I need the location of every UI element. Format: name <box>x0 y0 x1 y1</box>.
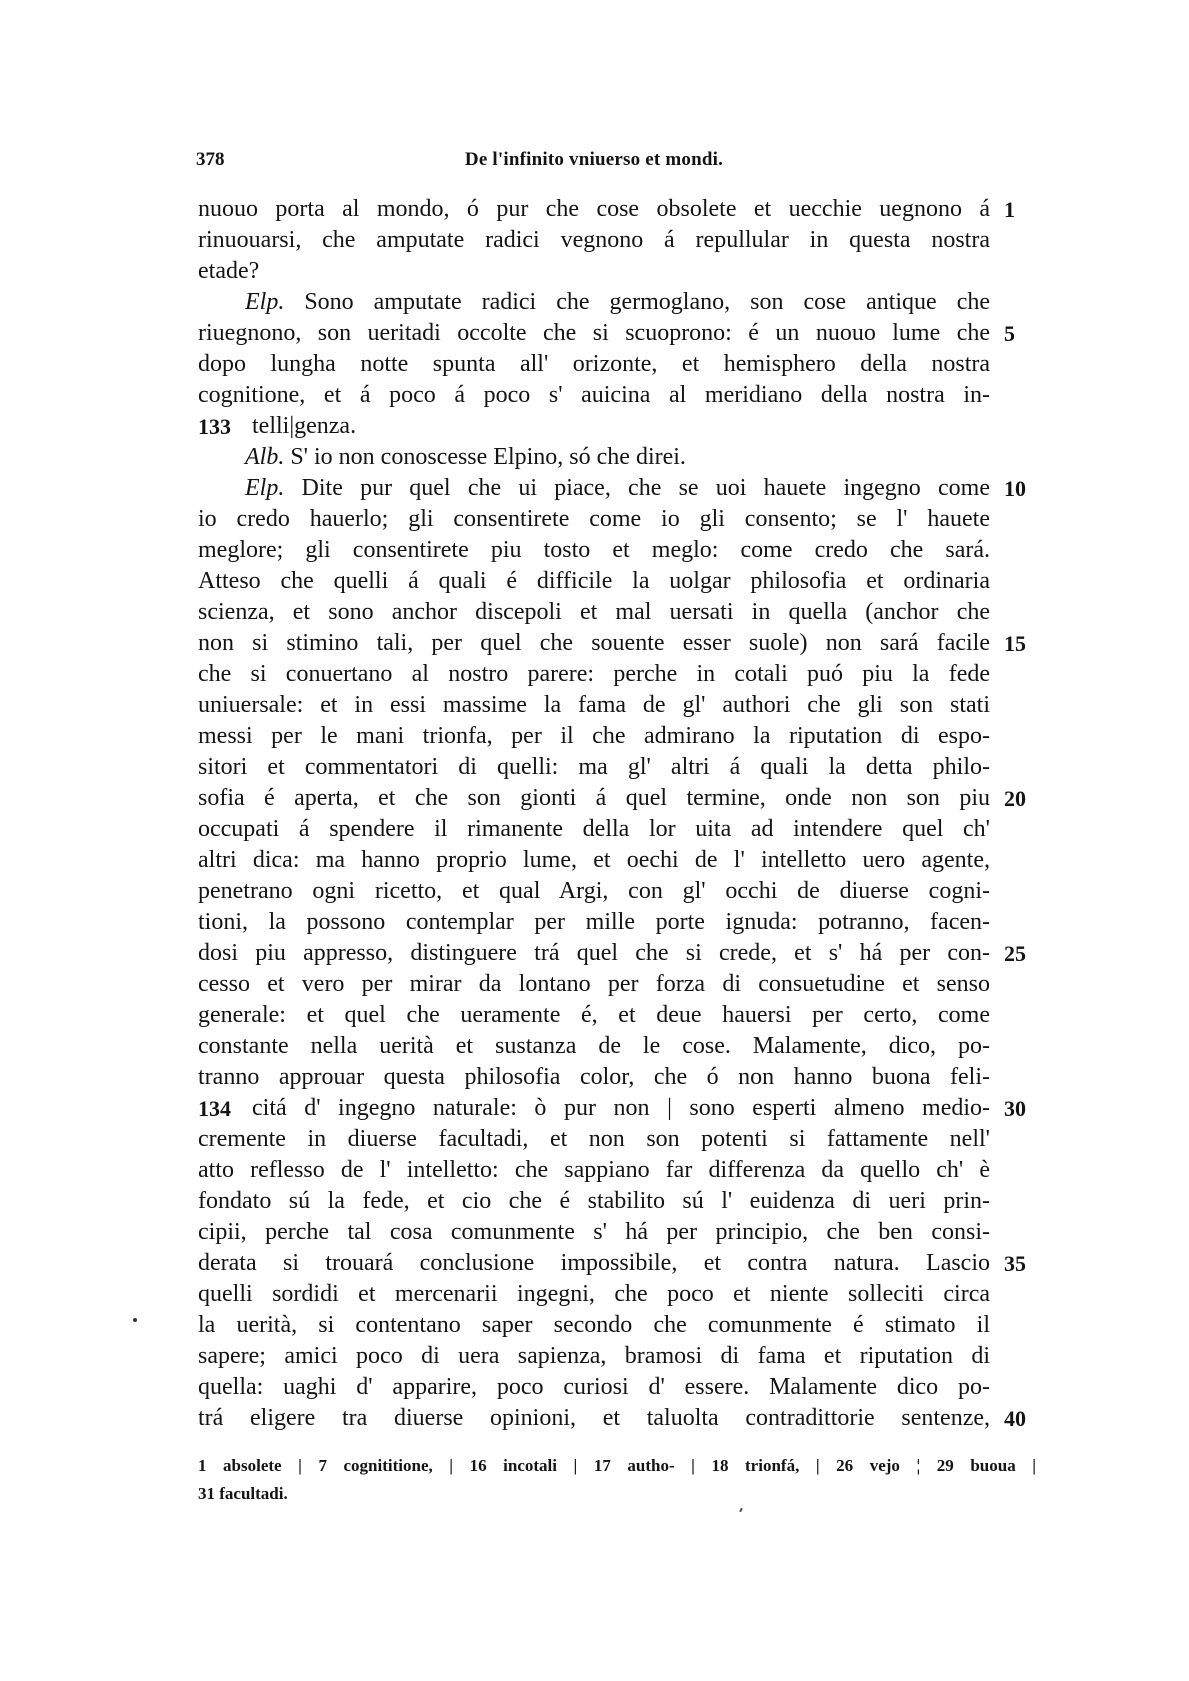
line-text <box>198 535 990 566</box>
margin-page-reference: 134 <box>198 1096 231 1121</box>
line-text <box>198 628 990 659</box>
line-content: sapere; amici poco di uera sapienza, bramosi di fama et riputation di <box>198 1343 990 1369</box>
line-text <box>198 1124 990 1155</box>
line-content: messi per le mani trionfa, per il che admirano la riputation di espo- <box>198 723 990 749</box>
footnote-line: 1 absolete | 7 cognititione, | 16 incotali | 17 autho- | 18 trionfá, | 26 vejo ¦ 29 buoua | <box>198 1456 1036 1475</box>
line-text <box>198 1372 990 1403</box>
text-line <box>0 535 1189 566</box>
line-content: tranno approuar questa philosofia color, che ó non hanno buona feli- <box>198 1064 990 1090</box>
text-line <box>0 1093 1189 1124</box>
text-line <box>0 721 1189 752</box>
text-line <box>0 628 1189 659</box>
line-number: 15 <box>1004 631 1026 656</box>
line-content: dosi piu appresso, distinguere trá quel che si crede, et s' há per con- <box>198 940 990 966</box>
line-text <box>245 287 990 318</box>
line-content: atto reflesso de l' intelletto: che sappiano far differenza da quello ch' è <box>198 1157 990 1183</box>
line-content: cremente in diuerse facultadi, et non son potenti si fattamente nell' <box>198 1126 990 1152</box>
text-line <box>0 1186 1189 1217</box>
line-text <box>198 1310 990 1341</box>
text-line <box>0 1217 1189 1248</box>
text-line <box>0 845 1189 876</box>
line-content: riuegnono, son ueritadi occolte che si scuoprono: é un nuouo lume che <box>198 320 990 346</box>
line-content: altri dica: ma hanno proprio lume, et oechi de l' intelletto uero agente, <box>198 847 990 873</box>
line-number: 30 <box>1004 1096 1026 1121</box>
text-line <box>0 1403 1189 1434</box>
line-number: 1 <box>1004 197 1015 222</box>
line-content: Sono amputate radici che germoglano, son cose antique che <box>304 289 990 315</box>
line-content: quelli sordidi et mercenarii ingegni, che poco et niente solleciti circa <box>198 1281 990 1307</box>
line-text <box>198 1000 990 1031</box>
line-text <box>198 690 990 721</box>
text-line <box>0 287 1189 318</box>
text-line <box>0 597 1189 628</box>
text-line <box>0 1062 1189 1093</box>
text-line <box>0 1248 1189 1279</box>
text-line <box>0 1372 1189 1403</box>
text-line <box>0 1124 1189 1155</box>
text-line <box>0 504 1189 535</box>
line-text <box>198 814 990 845</box>
line-content: occupati á spendere il rimanente della lor uita ad intendere quel ch' <box>198 816 990 842</box>
text-line <box>0 225 1189 256</box>
line-content: dopo lungha notte spunta all' orizonte, et hemisphero della nostra <box>198 351 990 377</box>
text-line <box>0 1341 1189 1372</box>
line-number: 5 <box>1004 321 1015 346</box>
line-content: Atteso che quelli á quali é difficile la uolgar philosofia et ordinaria <box>198 568 990 594</box>
text-line <box>0 473 1189 504</box>
text-line <box>0 1155 1189 1186</box>
line-text <box>198 783 990 814</box>
line-text <box>198 1248 990 1279</box>
line-content: Dite pur quel che ui piace, che se uoi hauete ingegno come <box>301 475 990 501</box>
line-text <box>252 1093 990 1124</box>
text-line <box>0 814 1189 845</box>
text-line <box>0 411 1189 442</box>
text-line <box>0 318 1189 349</box>
line-text <box>198 752 990 783</box>
text-line <box>0 1000 1189 1031</box>
line-content: penetrano ogni ricetto, et qual Argi, con gl' occhi de diuerse cogni- <box>198 878 990 904</box>
footnote-line: 31 facultadi. <box>198 1484 288 1503</box>
line-text <box>198 876 990 907</box>
line-content: nuouo porta al mondo, ó pur che cose obsolete et uecchie uegnono á <box>198 196 990 222</box>
line-text <box>198 1186 990 1217</box>
line-content: sitori et commentatori di quelli: ma gl' altri á quali la detta philo- <box>198 754 990 780</box>
text-line <box>0 876 1189 907</box>
line-content: sofia é aperta, et che son gionti á quel termine, onde non son piu <box>198 785 990 811</box>
line-text <box>245 442 990 473</box>
print-speck <box>739 1508 743 1512</box>
line-text <box>252 411 990 442</box>
line-text <box>198 845 990 876</box>
line-text <box>198 597 990 628</box>
line-number: 40 <box>1004 1406 1026 1431</box>
text-line <box>0 194 1189 225</box>
text-line <box>0 349 1189 380</box>
line-text <box>198 721 990 752</box>
line-content: etade? <box>198 258 260 284</box>
line-number: 10 <box>1004 476 1026 501</box>
line-content: rinuouarsi, che amputate radici vegnono á repullular in questa nostra <box>198 227 990 253</box>
line-content: la uerità, si contentano saper secondo che comunmente é stimato il <box>198 1312 990 1338</box>
line-text <box>198 318 990 349</box>
line-content: S' io non conoscesse Elpino, só che direi. <box>290 444 686 470</box>
line-number: 25 <box>1004 941 1026 966</box>
line-text <box>198 1031 990 1062</box>
page-header <box>196 149 992 177</box>
line-content: io credo hauerlo; gli consentirete come io gli consento; se l' hauete <box>198 506 990 532</box>
text-line <box>0 938 1189 969</box>
line-text <box>198 225 990 256</box>
line-text <box>198 504 990 535</box>
line-content: constante nella uerità et sustanza de le cose. Malamente, dico, po- <box>198 1033 990 1059</box>
line-content: non si stimino tali, per quel che souente esser suole) non sará facile <box>198 630 990 656</box>
line-text <box>198 1279 990 1310</box>
line-content: che si conuertano al nostro parere: perche in cotali puó piu la fede <box>198 661 990 687</box>
line-text <box>198 969 990 1000</box>
text-line <box>0 442 1189 473</box>
line-content: trá eligere tra diuerse opinioni, et taluolta contradittorie sentenze, <box>198 1405 990 1431</box>
line-content: cognitione, et á poco á poco s' auicina al meridiano della nostra in- <box>198 382 990 408</box>
text-line <box>0 566 1189 597</box>
line-content: derata si trouará conclusione impossibile, et contra natura. Lascio <box>198 1250 990 1276</box>
line-content: fondato sú la fede, et cio che é stabilito sú l' euidenza di ueri prin- <box>198 1188 990 1214</box>
speaker-label: Elp. <box>245 289 285 315</box>
text-line <box>0 1031 1189 1062</box>
line-text <box>198 659 990 690</box>
text-line <box>0 907 1189 938</box>
line-text <box>198 566 990 597</box>
line-text <box>198 1341 990 1372</box>
line-content: meglore; gli consentirete piu tosto et meglo: come credo che sará. <box>198 537 990 563</box>
line-content: scienza, et sono anchor discepoli et mal uersati in quella (anchor che <box>198 599 990 625</box>
line-content: generale: et quel che ueramente é, et deue hauersi per certo, come <box>198 1002 990 1028</box>
footnotes <box>198 1452 1038 1508</box>
text-line <box>0 380 1189 411</box>
line-text <box>198 349 990 380</box>
text-line <box>0 690 1189 721</box>
speaker-label: Elp. <box>245 475 285 501</box>
text-line <box>0 969 1189 1000</box>
page-number: 378 <box>196 149 225 170</box>
line-text <box>198 1217 990 1248</box>
line-text <box>198 194 990 225</box>
margin-page-reference: 133 <box>198 414 231 439</box>
line-content: cipii, perche tal cosa comunmente s' há per principio, che ben consi- <box>198 1219 990 1245</box>
line-content: uniuersale: et in essi massime la fama de gl' authori che gli son stati <box>198 692 990 718</box>
line-text <box>198 907 990 938</box>
text-line <box>0 752 1189 783</box>
line-content: citá d' ingegno naturale: ò pur non | sono esperti almeno medio- <box>252 1095 990 1121</box>
line-text <box>198 1155 990 1186</box>
line-text <box>198 1062 990 1093</box>
line-content: telli|genza. <box>252 413 357 439</box>
text-line <box>0 783 1189 814</box>
text-line <box>0 1310 1189 1341</box>
line-text <box>198 1403 990 1434</box>
text-line <box>0 256 1189 287</box>
line-content: quella: uaghi d' apparire, poco curiosi d' essere. Malamente dico po- <box>198 1374 990 1400</box>
running-title: De l'infinito vniuerso et mondi. <box>464 149 724 170</box>
line-number: 35 <box>1004 1251 1026 1276</box>
line-content: cesso et vero per mirar da lontano per forza di consuetudine et senso <box>198 971 990 997</box>
line-text <box>198 256 990 287</box>
line-text <box>198 380 990 411</box>
line-number: 20 <box>1004 786 1026 811</box>
speaker-label: Alb. <box>245 444 285 470</box>
line-text <box>198 938 990 969</box>
line-content: tioni, la possono contemplar per mille porte ignuda: potranno, facen- <box>198 909 990 935</box>
text-line <box>0 659 1189 690</box>
line-text <box>245 473 990 504</box>
text-line <box>0 1279 1189 1310</box>
print-speck <box>133 1318 137 1322</box>
